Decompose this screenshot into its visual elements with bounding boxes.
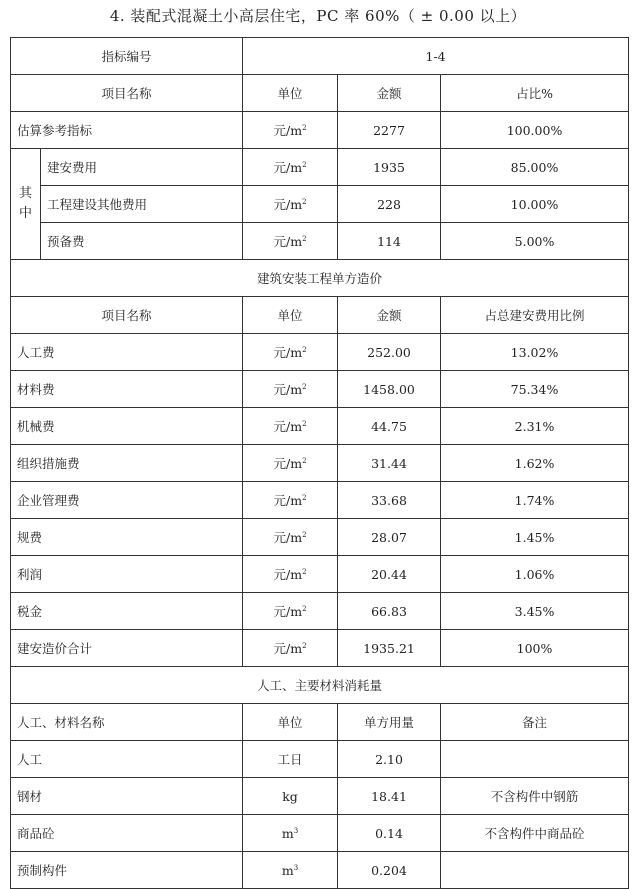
section-title: 人工、主要材料消耗量 bbox=[11, 667, 629, 704]
section-title: 建筑安装工程单方造价 bbox=[11, 260, 629, 297]
item-name: 建安造价合计 bbox=[11, 630, 243, 667]
unit-cell: 元$/m^2$ bbox=[243, 556, 338, 593]
table-row bbox=[11, 556, 629, 593]
section2-title-row bbox=[11, 260, 629, 297]
unit-cell: 元$/m^2$ bbox=[243, 519, 338, 556]
ratio-cell: 1.74% bbox=[441, 482, 629, 519]
header-cell: 备注 bbox=[441, 704, 629, 741]
item-name: 机械费 bbox=[11, 408, 243, 445]
ratio-cell: 100% bbox=[441, 630, 629, 667]
amount-cell: 0.14 bbox=[338, 815, 441, 852]
header-cell: 项目名称 bbox=[11, 75, 243, 112]
unit-cell: 元$/m^2$ bbox=[243, 223, 338, 260]
section3-header-row bbox=[11, 704, 629, 741]
table-row bbox=[11, 482, 629, 519]
item-name: 税金 bbox=[11, 593, 243, 630]
ratio-cell: 13.02% bbox=[441, 334, 629, 371]
table-row bbox=[11, 223, 629, 260]
group-label: 其 中 bbox=[11, 149, 41, 260]
unit-cell: 元$/m^2$ bbox=[243, 334, 338, 371]
header-cell: 金额 bbox=[338, 297, 441, 334]
table-row bbox=[11, 371, 629, 408]
index-row bbox=[11, 38, 629, 75]
unit-cell: 元$/m^2$ bbox=[243, 630, 338, 667]
item-name: 预备费 bbox=[41, 223, 243, 260]
header-cell: 金额 bbox=[338, 75, 441, 112]
cost-index-table bbox=[10, 37, 629, 889]
table-row bbox=[11, 408, 629, 445]
item-name: 估算参考指标 bbox=[11, 112, 243, 149]
unit-cell: $m^3$ bbox=[243, 852, 338, 889]
section2-header-row bbox=[11, 297, 629, 334]
ratio-cell: 100.00% bbox=[441, 112, 629, 149]
unit-cell: 元$/m^2$ bbox=[243, 371, 338, 408]
header-cell: 单方用量 bbox=[338, 704, 441, 741]
table-row bbox=[11, 519, 629, 556]
table-row bbox=[11, 778, 629, 815]
section2-body bbox=[11, 334, 629, 667]
ratio-cell: 1.45% bbox=[441, 519, 629, 556]
unit-cell: kg bbox=[243, 778, 338, 815]
index-label: 指标编号 bbox=[11, 38, 243, 75]
item-name: 企业管理费 bbox=[11, 482, 243, 519]
table-row bbox=[11, 186, 629, 223]
note-cell: 不含构件中商品砼 bbox=[441, 815, 629, 852]
amount-cell: 2277 bbox=[338, 112, 441, 149]
unit-cell: 元$/m^2$ bbox=[243, 186, 338, 223]
item-name: 组织措施费 bbox=[11, 445, 243, 482]
item-name: 商品砼 bbox=[11, 815, 243, 852]
amount-cell: 0.204 bbox=[338, 852, 441, 889]
unit-cell: 元$/m^2$ bbox=[243, 482, 338, 519]
amount-cell: 31.44 bbox=[338, 445, 441, 482]
unit-cell: 元$/m^2$ bbox=[243, 149, 338, 186]
section3-body bbox=[11, 741, 629, 889]
amount-cell: 1935.21 bbox=[338, 630, 441, 667]
ratio-cell: 85.00% bbox=[441, 149, 629, 186]
item-name: 利润 bbox=[11, 556, 243, 593]
item-name: 钢材 bbox=[11, 778, 243, 815]
page-title: 4. 装配式混凝土小高层住宅，PC 率 60%（ ± 0.00 以上） bbox=[109, 7, 527, 25]
note-cell: 不含构件中钢筋 bbox=[441, 778, 629, 815]
table-row bbox=[11, 112, 629, 149]
table-row bbox=[11, 334, 629, 371]
ratio-cell: 10.00% bbox=[441, 186, 629, 223]
header-cell: 单位 bbox=[243, 297, 338, 334]
amount-cell: 33.68 bbox=[338, 482, 441, 519]
header-cell: 占总建安费用比例 bbox=[441, 297, 629, 334]
unit-cell: 元$/m^2$ bbox=[243, 445, 338, 482]
amount-cell: 20.44 bbox=[338, 556, 441, 593]
unit-cell: 元$/m^2$ bbox=[243, 593, 338, 630]
amount-cell: 252.00 bbox=[338, 334, 441, 371]
amount-cell: 18.41 bbox=[338, 778, 441, 815]
amount-cell: 1935 bbox=[338, 149, 441, 186]
amount-cell: 228 bbox=[338, 186, 441, 223]
item-name: 人工费 bbox=[11, 334, 243, 371]
header-cell: 单位 bbox=[243, 75, 338, 112]
index-value: 1-4 bbox=[243, 38, 629, 75]
header-cell: 人工、材料名称 bbox=[11, 704, 243, 741]
table-row bbox=[11, 445, 629, 482]
note-cell bbox=[441, 741, 629, 778]
amount-cell: 114 bbox=[338, 223, 441, 260]
ratio-cell: 3.45% bbox=[441, 593, 629, 630]
amount-cell: 44.75 bbox=[338, 408, 441, 445]
table-row bbox=[11, 815, 629, 852]
ratio-cell: 75.34% bbox=[441, 371, 629, 408]
table-row bbox=[11, 149, 629, 186]
amount-cell: 1458.00 bbox=[338, 371, 441, 408]
ratio-cell: 5.00% bbox=[441, 223, 629, 260]
header-cell: 项目名称 bbox=[11, 297, 243, 334]
item-name: 人工 bbox=[11, 741, 243, 778]
item-name: 规费 bbox=[11, 519, 243, 556]
section1-header-row bbox=[11, 75, 629, 112]
table-row bbox=[11, 593, 629, 630]
header-cell: 占比% bbox=[441, 75, 629, 112]
section3-title-row bbox=[11, 667, 629, 704]
amount-cell: 66.83 bbox=[338, 593, 441, 630]
ratio-cell: 1.06% bbox=[441, 556, 629, 593]
table-row bbox=[11, 741, 629, 778]
table-row bbox=[11, 630, 629, 667]
ratio-cell: 2.31% bbox=[441, 408, 629, 445]
unit-cell: 工日 bbox=[243, 741, 338, 778]
item-name: 建安费用 bbox=[41, 149, 243, 186]
unit-cell: 元$/m^2$ bbox=[243, 408, 338, 445]
item-name: 预制构件 bbox=[11, 852, 243, 889]
amount-cell: 2.10 bbox=[338, 741, 441, 778]
item-name: 材料费 bbox=[11, 371, 243, 408]
unit-cell: 元$/m^2$ bbox=[243, 112, 338, 149]
unit-cell: $m^3$ bbox=[243, 815, 338, 852]
header-cell: 单位 bbox=[243, 704, 338, 741]
ratio-cell: 1.62% bbox=[441, 445, 629, 482]
item-name: 工程建设其他费用 bbox=[41, 186, 243, 223]
amount-cell: 28.07 bbox=[338, 519, 441, 556]
